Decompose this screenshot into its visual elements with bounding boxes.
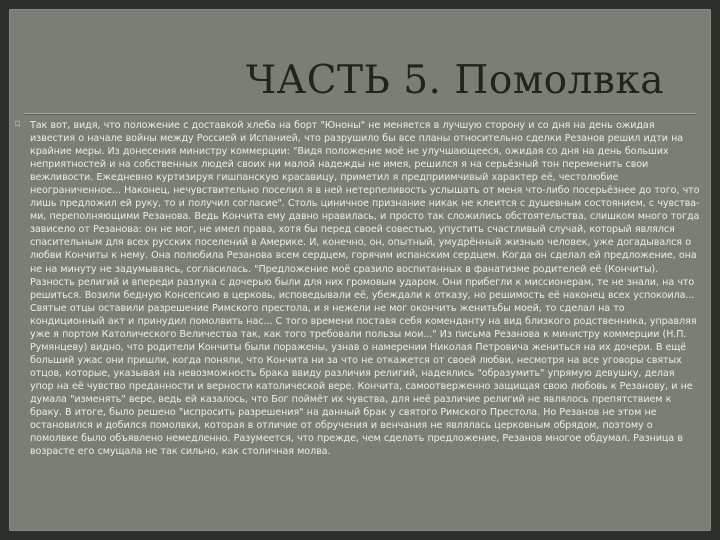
slide-title: ЧАСТЬ 5. Помолвка <box>246 58 664 103</box>
title-divider <box>24 113 696 115</box>
slide-panel <box>9 9 711 531</box>
slide-body-text: Так вот, видя, что положение с доставкой хлеба на борт "Юноны" не меняется в лучшую сторону и со дня на день ожидая известия о начале войны между Россией и Испанией, что разрушило бы все планы относительно сделки Резанов решил идти на крайние меры. Из донесения министру коммерции: "Видя положение моё не улучшающееся, ожидая со дня на день больших неприятностей и на собственных людей своих ни малой надежды не имея, решился я на серьёзный тон переменить свои вежливости. Ежедневно куртизируя гишпанскую красавицу, приметил я предприимчивый характер её, честолюбие неограниченное... Наконец, нечувствительно поселил я в ней нетерпеливость услышать от меня что-либо посерьёзнее до того, что лишь предложил ей руку, то и получил согласие". Столь циничное признание никак не клеится с душевным состоянием, с чувства- ми, переполняющими Резанова. Ведь Кончита ему давно нравилась, и просто так сложились обстоятельства, слишком много тогда зависело от Резанова: он не мог, не имел права, хотя бы перед своей совестью, упустить счастливый случай, который являлся спасительным для всех русских поселений в Америке. И, конечно, он, опытный, умудрённый жизнью человек, уже догадывался о любви Кончиты к нему. Она полюбила Резанова всем сердцем, горячим испанским сердцем. Когда он сделал ей предложение, она не на минуту не задумываясь, согласилась. "Предложение моё сразило воспитанных в фанатизме родителей её (Кончиты). Разность религий и впереди разлука с дочерью были для них громовым ударом. Они прибегли к миссионерам, те не знали, на что решиться. Возили бедную Консепсию в церковь, исповедывали её, убеждали к отказу, но решимость её наконец всех успокоила... Святые отцы оставили разрешение Римского престола, и я нежели не мог окончить женитьбы моей, то сделал на то кондиционный акт и принудил помолвить нас... С того времени поставя себя коменданту на вид близкого родственника, управляя уже я портом Католического Величества так, как того требовали пользы мои..." Из письма Резанова к министру коммерции (Н.П. Румянцеву) видно, что родители Кончиты были поражены, узнав о намерении Николая Петровича жениться на их дочери. В ещё больший ужас они пришли, когда поняли, что Кончита ни за что не откажется от своей любви, несмотря на все уговоры святых отцов, которые, указывая на невозможность брака ввиду различия религий, надеялись "образумить" упрямую девушку, делая упор на её чувство преданности и верности католической вере. Кончита, самоотверженно защищая свою любовь к Резанову, и не думала "изменять" вере, ведь ей казалось, что Бог поймёт их чувства, для неё различие религий не являлось препятствием к браку. В итоге, было решено "испросить разрешения" на данный брак у святого Римского Престола. Но Резанов не этом не остановился и добился помолвки, которая в отличие от обручения и венчания не являлась церковным обрядом, поэтому о помолвке было объявлено немедленно. Разумеется, что прежде, чем сделать предложение, Резанов многое обдумал. Разница в возрасте его смущала не так сильно, как столичная молва. <box>30 120 700 458</box>
hollow-square-bullet-icon: ▫ <box>14 118 21 129</box>
